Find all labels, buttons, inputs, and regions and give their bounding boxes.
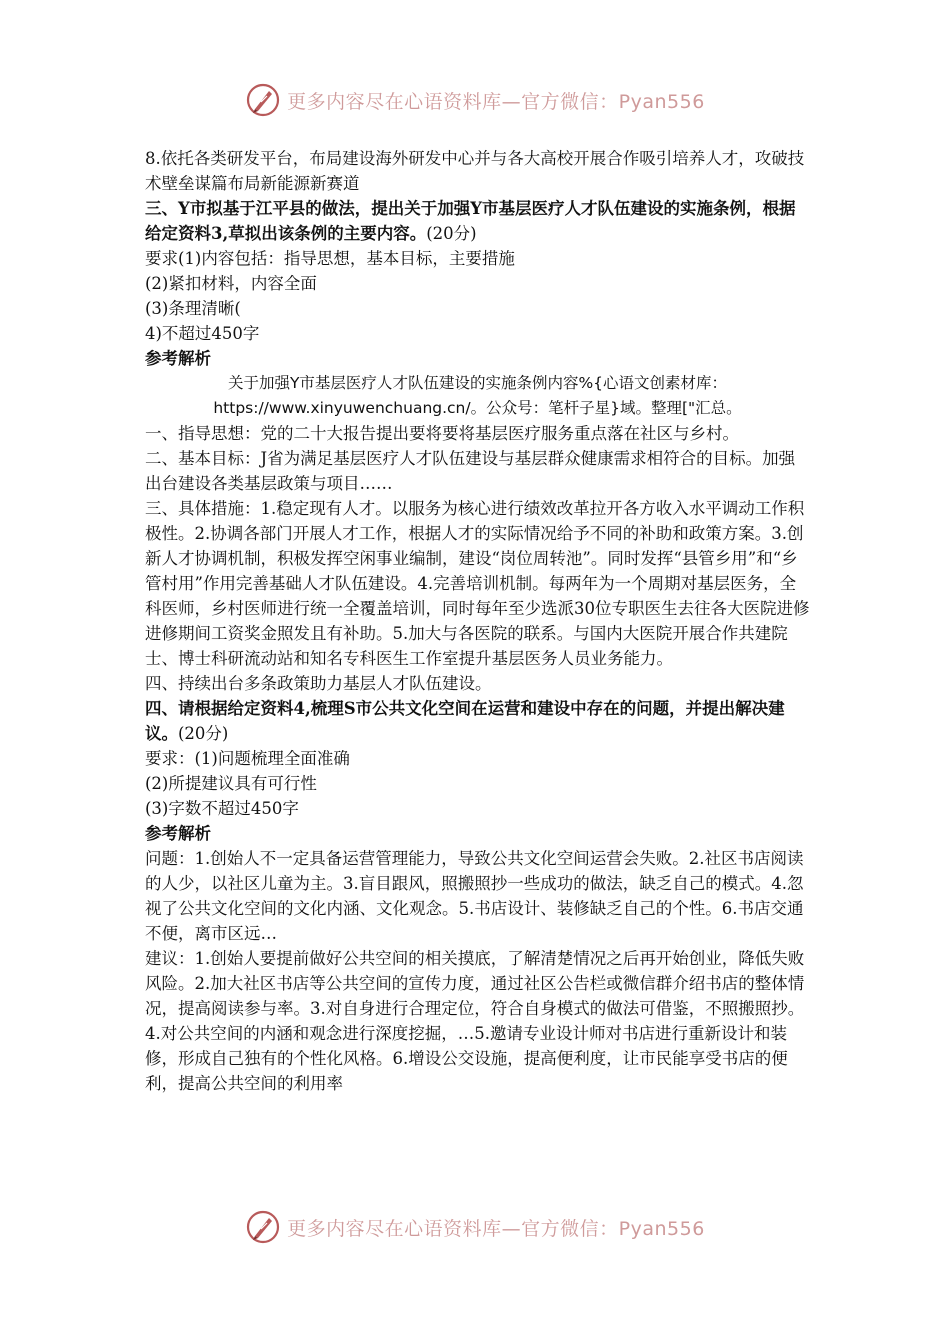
document-body (145, 146, 810, 1096)
question-4-heading (145, 696, 810, 746)
question-4-requirement-3: (3)字数不超过450字 (145, 799, 299, 818)
question-3-requirement-3: (3)条理清晰( (145, 299, 241, 318)
question-4-reference-label: 参考解析 (145, 824, 211, 843)
pen-quill-logo-icon (245, 1209, 281, 1245)
question-4-problems: 问题：1.创始人不一定具备运营管理能力，导致公共文化空间运营会失败。2.社区书店阅读的人少，以社区儿童为主。3.盲目跟风，照搬照抄一些成功的做法，缺乏自己的模式。4.忽视了公共文化空间的文化内涵、文化观念。5.书店设计、装修缺乏自己的个性。6.书店交通不便，离市区远… (145, 849, 804, 943)
question-3-basic-goal: 二、基本目标：J省为满足基层医疗人才队伍建设与基层群众健康需求相符合的目标。加强出台建设各类基层政策与项目…… (145, 449, 796, 493)
paragraph-item-8: 8.依托各类研发平台，布局建设海外研发中心并与各大高校开展合作吸引培养人才，攻破技术壁垒谋篇布局新能源新赛道 (145, 149, 805, 193)
question-3-answer-title: 关于加强Y市基层医疗人才队伍建设的实施条例内容%{心语文创素材库：https://www.xinyuwenchuang.cn/。公众号：笔杆子星}域。整理["汇总。 (213, 374, 742, 417)
question-3-heading-text: 三、Y市拟基于江平县的做法，提出关于加强Y市基层医疗人才队伍建设的实施条例，根据给定资料3,草拟出该条例的主要内容。 (145, 199, 796, 243)
question-3-specific-measures: 三、具体措施：1.稳定现有人才。以服务为核心进行绩效改革拉开各方收入水平调动工作积极性。2.协调各部门开展人才工作，根据人才的实际情况给予不同的补助和政策方案。3.创新人才协调机制，积极发挥空闲事业编制，建设“岗位周转池”。同时发挥“县管乡用”和“乡管村用”作用完善基础人才队伍建设。4.完善培训机制。每两年为一个周期对基层医务，全科医师，乡村医师进行统一全覆盖培训，同时每年至少选派30位专职医生去往各大医院进修进修期间工资奖金照发且有补助。5.加大与各医院的联系。与国内大医院开展合作共建院士、博士科研流动站和知名专科医生工作室提升基层医务人员业务能力。 (145, 499, 810, 668)
question-3-policy-support: 四、持续出台多条政策助力基层人才队伍建设。 (145, 674, 492, 693)
question-3-heading (145, 196, 810, 246)
question-4-score: (20分) (178, 724, 229, 743)
watermark-text-top: 更多内容尽在心语资料库—官方微信：Pyan556 (287, 90, 705, 113)
question-4-suggestions: 建议：1.创始人要提前做好公共空间的相关摸底，了解清楚情况之后再开始创业，降低失败风险。2.加大社区书店等公共空间的宣传力度，通过社区公告栏或微信群介绍书店的整体情况，提高阅读参与率。3.对自身进行合理定位，符合自身模式的做法可借鉴，不照搬照抄。4.对公共空间的内涵和观念进行深度挖掘，…5.邀请专业设计师对书店进行重新设计和装修，形成自己独有的个性化风格。6.增设公交设施，提高便利度，让市民能享受书店的便利，提高公共空间的利用率 (145, 949, 805, 1093)
watermark-banner-top (0, 80, 950, 120)
question-4-requirement-2: (2)所提建议具有可行性 (145, 774, 317, 793)
question-3-requirement-2: (2)紧扣材料，内容全面 (145, 274, 317, 293)
watermark-banner-bottom (0, 1207, 950, 1247)
question-4-heading-text: 四、请根据给定资料4,梳理S市公共文化空间在运营和建设中存在的问题，并提出解决建议。 (145, 699, 785, 743)
pen-quill-logo-icon (245, 82, 281, 118)
watermark-text-bottom: 更多内容尽在心语资料库—官方微信：Pyan556 (287, 1217, 705, 1240)
question-3-guiding-ideology: 一、指导思想：党的二十大报告提出要将要将基层医疗服务重点落在社区与乡村。 (145, 424, 739, 443)
question-3-requirement-1: 要求(1)内容包括：指导思想，基本目标，主要措施 (145, 249, 515, 268)
question-4-requirement-1: 要求：(1)问题梳理全面准确 (145, 749, 350, 768)
question-3-score: (20分) (426, 224, 477, 243)
question-3-reference-label: 参考解析 (145, 349, 211, 368)
question-3-requirement-4: 4)不超过450字 (145, 324, 260, 343)
